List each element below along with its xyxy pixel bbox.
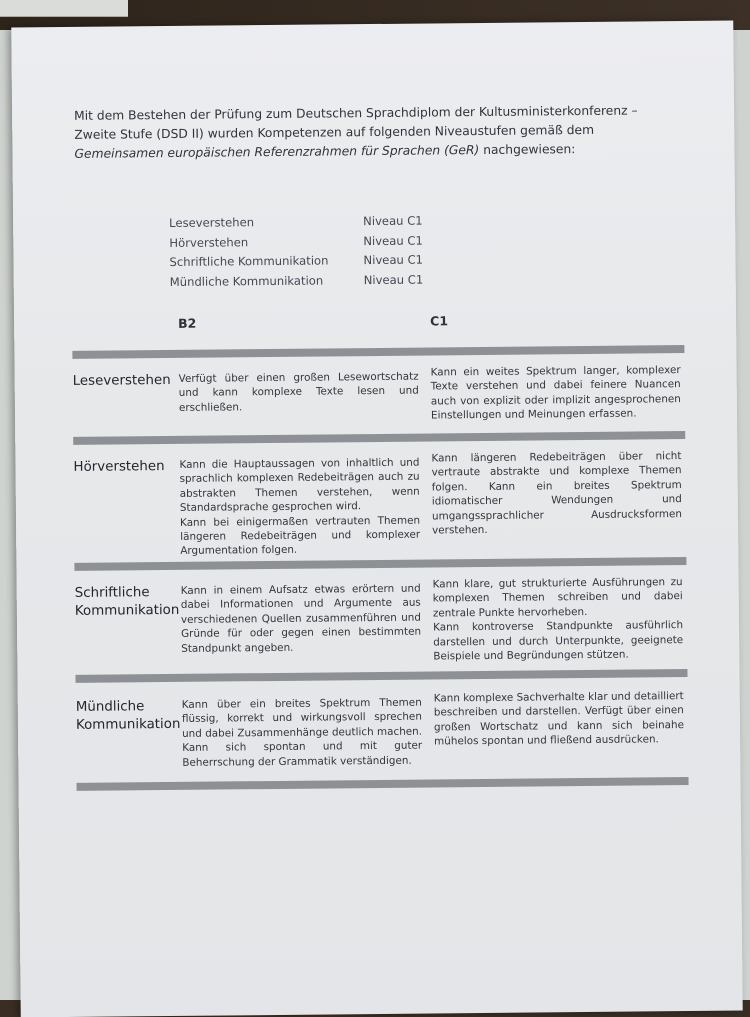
certificate-page <box>11 21 742 1017</box>
table-row <box>73 450 685 558</box>
row-label: Mündliche Kommunikation <box>75 699 181 733</box>
row-label: Hörverstehen <box>73 459 165 475</box>
level-skill: Hörverstehen <box>169 234 249 250</box>
level-row <box>169 251 429 273</box>
intro-paragraph <box>74 101 675 164</box>
level-row <box>169 231 429 253</box>
level-row <box>169 211 429 233</box>
table-divider <box>73 431 685 445</box>
row-label: Schriftliche Kommunikation <box>74 585 180 619</box>
level-value: Niveau C1 <box>363 233 423 248</box>
intro-text-end: nachgewiesen: <box>479 142 576 158</box>
c1-text: Kann längeren Redebeiträgen über nicht vertraute abstrakte und komplexe Themen folgen. Kann ein breites Spektrum idiomatischer Wendungen und umgangssprachlicher Ausdrucksformen verstehen. <box>431 450 683 537</box>
b2-descriptor <box>181 582 422 656</box>
table-divider <box>75 669 687 683</box>
level-value: Niveau C1 <box>363 213 423 229</box>
level-summary <box>169 211 430 292</box>
level-skill: Mündliche Kommunikation <box>169 273 324 289</box>
b2-text: Kann die Hauptaussagen von inhaltlich und sprachlich komplexen Redebeiträgen auch zu abstrakten Themen verstehen, wenn Standardsprache gesprochen wird. <box>179 456 420 515</box>
table-divider <box>72 345 684 359</box>
intro-text-italic: Gemeinsamen europäischen Referenzrahmen für Sprachen (GeR) <box>74 143 480 161</box>
table-row <box>74 576 687 663</box>
c1-text: Kann ein weites Spektrum langer, komplexer Texte verstehen und dabei feinere Nuancen auch von explizit oder implizit angesprochenen Einstellungen und Meinungen erfassen. <box>430 364 681 422</box>
c1-text: Kann klare, gut strukturierte Ausführungen zu komplexen Themen schreiben und dabei zentrale Punkte hervorheben. <box>432 576 683 620</box>
b2-text: Kann über ein breites Spektrum Themen flüssig, korrekt und wirkungsvoll sprechen und dabei Zusammenhänge deutlich machen. Kann sich spontan und mit guter Beherrschung der Grammatik verständigen. <box>181 696 423 769</box>
table-divider <box>77 777 689 791</box>
row-label: Leseverstehen <box>72 372 171 389</box>
level-row <box>170 270 430 292</box>
b2-descriptor <box>179 456 420 559</box>
c1-descriptor <box>431 363 682 423</box>
table-row <box>75 690 688 769</box>
b2-descriptor <box>182 696 423 770</box>
c1-text: Kann kontroverse Standpunkte ausführlich darstellen und durch Unterpunkte, geeignete Beispiele und Begründungen stützen. <box>432 619 684 663</box>
intro-text: Mit dem Bestehen der Prüfung zum Deutschen Sprachdiplom der Kultusministerkonferenz – Zweite Stufe (DSD II) wurden Kompetenzen auf folgenden Niveaustufen gemäß dem <box>74 103 638 142</box>
c1-text: Kann komplexe Sachverhalte klar und detailliert beschreiben und darstellen. Verfügt über einen großen Wortschatz und kann sich beinahe mühelos spontan und fließend ausdrücken. <box>433 690 685 748</box>
c1-descriptor <box>431 449 682 538</box>
c1-descriptor <box>434 689 685 749</box>
c1-descriptor <box>433 575 684 664</box>
b2-text: Kann in einem Aufsatz etwas erörtern und dabei Informationen und Argumente aus verschiedenen Quellen zusammenführen und Gründe für oder gegen einen bestimmten Standpunkt angeben. <box>180 582 422 655</box>
column-header-b2: B2 <box>178 315 197 331</box>
level-skill: Leseverstehen <box>169 215 255 230</box>
top-paper-corner <box>0 0 128 17</box>
b2-text: Verfügt über einen großen Lesewortschatz und kann komplexe Texte lesen und erschließen. <box>178 370 419 414</box>
level-value: Niveau C1 <box>363 272 424 287</box>
table-divider <box>74 557 686 571</box>
level-value: Niveau C1 <box>363 252 424 268</box>
table-row <box>72 364 685 422</box>
level-skill: Schriftliche Kommunikation <box>169 253 329 270</box>
column-header-c1: C1 <box>430 313 449 329</box>
b2-descriptor <box>179 370 419 416</box>
b2-text: Kann bei einigermaßen vertrauten Themen längeren Redebeiträgen und komplexer Argumentation folgen. <box>179 514 421 558</box>
